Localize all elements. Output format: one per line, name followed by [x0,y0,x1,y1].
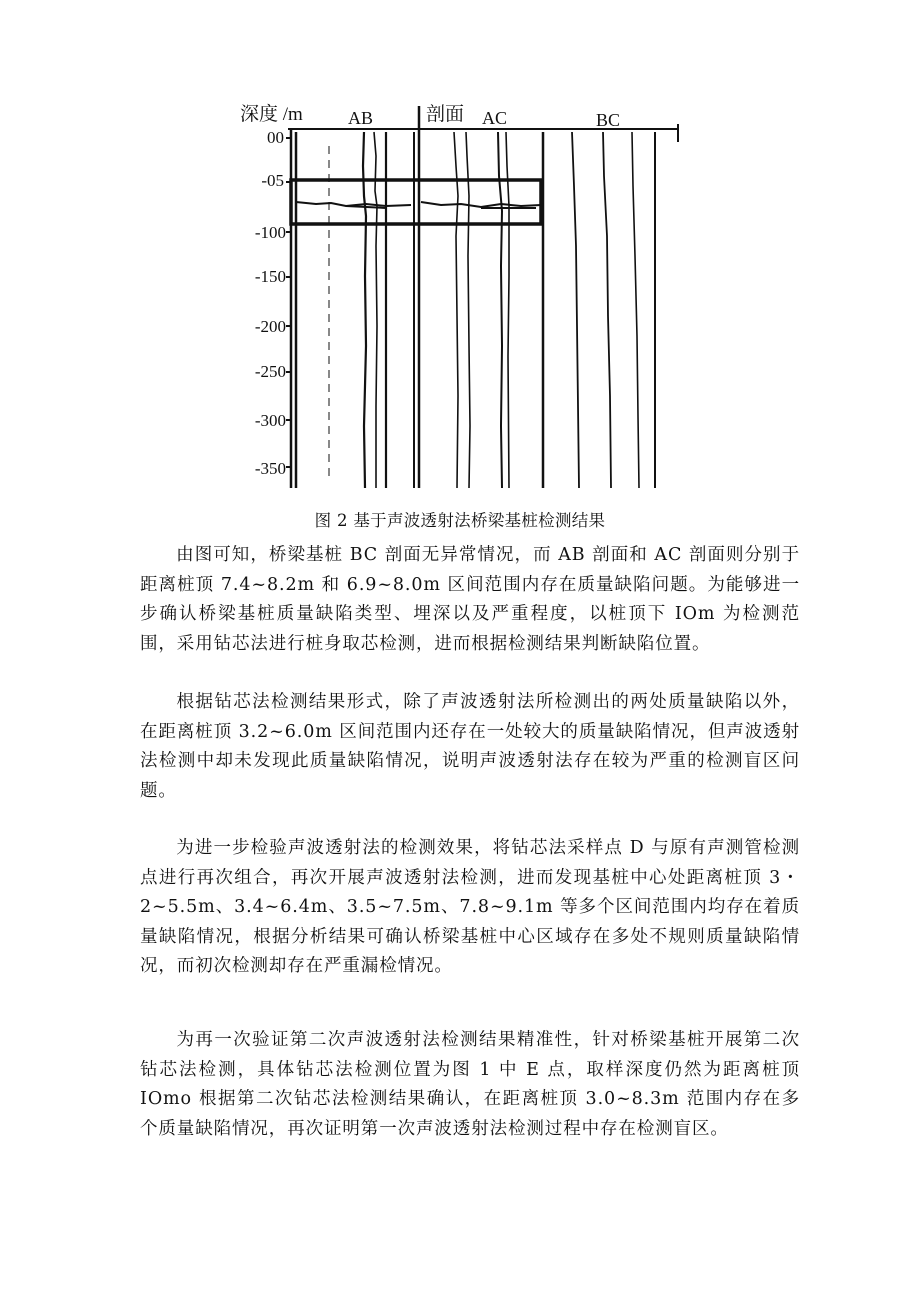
y-axis-label: 深度 /m [240,104,303,125]
depth-tick: -200 [254,317,286,336]
paragraph [140,1026,800,1144]
depth-tick: -05 [261,171,284,190]
depth-tick: -300 [254,411,286,430]
paragraph-text: 由图可知，桥梁基桩 BC 剖面无异常情况，而 AB 剖面和 AC 剖面则分别于距离桩顶 7.4~8.2m 和 6.9~8.0m 区间范围内存在质量缺陷问题。为能够进一步确认桥梁基桩质量缺陷类型、埋深以及严重程度，以桩顶下 IOm 为检测范围，采用钻芯法进行桩身取芯检测，进而根据检测结果判断缺陷位置。 [140,545,800,654]
column-label-ac: AC [482,108,508,128]
sonic-logging-figure [236,96,686,496]
paragraph [140,541,800,659]
depth-tick: -150 [254,267,286,286]
depth-tick: -250 [254,362,286,381]
figure-caption: 图 2 基于声波透射法桥梁基桩检测结果 [314,511,606,530]
column-label-ab: AB [348,108,374,128]
paragraph-text: 根据钻芯法检测结果形式，除了声波透射法所检测出的两处质量缺陷以外，在距离桩顶 3.2~6.0m 区间范围内还存在一处较大的质量缺陷情况，但声波透射法检测中却未发现此质量缺陷情况，说明声波透射法存在较为严重的检测盲区问题。 [140,692,800,801]
depth-tick: 00 [267,128,284,147]
paragraph-text: 为进一步检验声波透射法的检测效果，将钻芯法采样点 D 与原有声测管检测点进行再次组合，再次开展声波透射法检测，进而发现基桩中心处距离桩顶 3・2~5.5m、3.4~6.4m、3.5~7.5m、7.8~9.1m 等多个区间范围内均存在着质量缺陷情况，根据分析结果可确认桥梁基桩中心区域存在多处不规则质量缺陷情况，而初次检测却存在严重漏检情况。 [140,838,800,977]
paragraph [140,688,800,806]
depth-tick: -100 [254,223,286,242]
column-label-bc: BC [596,110,621,130]
depth-tick: -350 [254,459,286,478]
section-heading: 剖面 [426,104,465,125]
paragraph [140,834,800,982]
paragraph-text: 为再一次验证第二次声波透射法检测结果精准性，针对桥梁基桩开展第二次钻芯法检测，具体钻芯法检测位置为图 1 中 E 点，取样深度仍然为距离桩顶 IOmo 根据第二次钻芯法检测结果确认，在距离桩顶 3.0~8.3m 范围内存在多个质量缺陷情况，再次证明第一次声波透射法检测过程中存在检测盲区。 [140,1030,800,1139]
